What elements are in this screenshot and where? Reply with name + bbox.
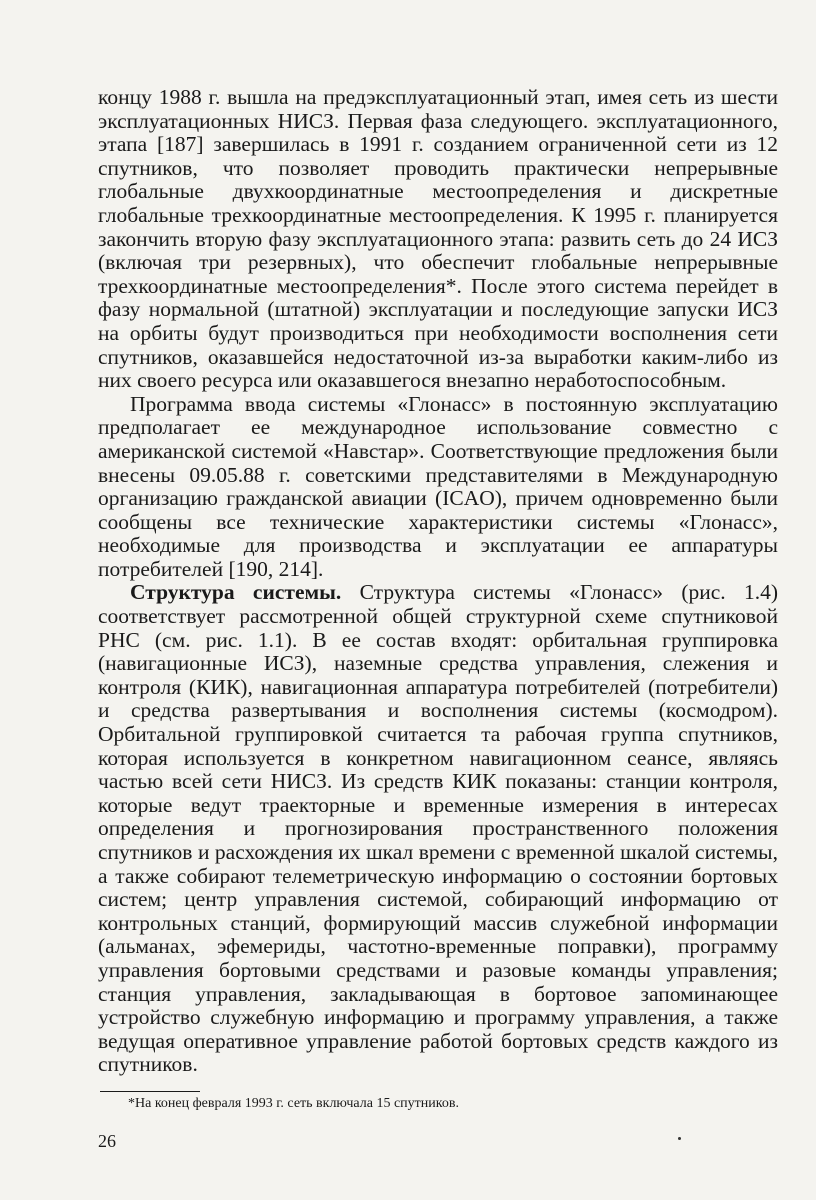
footnote: *На конец февраля 1993 г. сеть включала 15 спутников. [128,1096,459,1111]
page-number: 26 [98,1131,116,1151]
run-in-heading: Структура системы. [130,580,342,605]
paragraph-2: Программа ввода системы «Глонасс» в постоянную эксплуатацию предполагает ее международное использование совместно с американской системой «Навстар». Соответствующие предложения были внесены 09.05.88 г. советскими представителями в Международную организацию гражданской авиации (ICAO), причем одновременно были сообщены все технические характеристики системы «Глонасс», необходимые для производства и эксплуатации ее аппаратуры потребителей [190, 214]. [98,391,778,581]
paragraph-1: концу 1988 г. вышла на предэксплуатационный этап, имея сеть из шести эксплуатационных НИСЗ. Первая фаза следующего. эксплуатационного, этапа [187] завершилась в 1991 г. созданием ограниченной сети из 12 спутников, что позволяет проводить практически непрерывные глобальные двухкоординатные местоопределения и дискретные глобальные трехкоординатные местоопределения. К 1995 г. планируется закончить вторую фазу эксплуатационного этапа: развить сеть до 24 ИСЗ (включая три резервных), что обеспечит глобальные непрерывные трехкоординатные местоопределения*. После этого система перейдет в фазу нормальной (штатной) эксплуатации и последующие запуски ИСЗ на орбиты будут производиться при необходимости восполнения сети спутников, оказавшейся недостаточной из-за выработки каким-либо из них своего ресурса или оказавшегося внезапно неработоспособным. [98,85,778,393]
print-speck [678,1137,681,1140]
body-text [98,86,778,1077]
paragraph-3-text: Структура системы «Глонасс» (рис. 1.4) соответствует рассмотренной общей структурной схеме спутниковой РНС (см. рис. 1.1). В ее состав входят: орбитальная группировка (навигационные ИСЗ), наземные средства управления, слежения и контроля (КИК), навигационная аппаратура потребителей (потребители) и средства развертывания и восполнения системы (космодром). Орбитальной группировкой считается та рабочая группа спутников, которая используется в конкретном навигационном сеансе, являясь частью всей сети НИСЗ. Из средств КИК показаны: станции контроля, которые ведут траекторные и временные измерения в интересах определения и прогнозирования пространственного положения спутников и расхождения их шкал времени с временной шкалой системы, а также собирают телеметрическую информацию о состоянии бортовых систем; центр управления системой, собирающий информацию от контрольных станций, формирующий массив служебной информации (альманах, эфемериды, частотно-временные поправки), программу управления бортовыми средствами и разовые команды управления; станция управления, закладывающая в бортовое запоминающее устройство служебную информацию и программу управления, а также ведущая оперативное управление работой бортовых средств каждого из спутников. [98,580,778,1077]
paragraph-3 [98,581,778,1076]
footnote-rule [100,1091,200,1092]
